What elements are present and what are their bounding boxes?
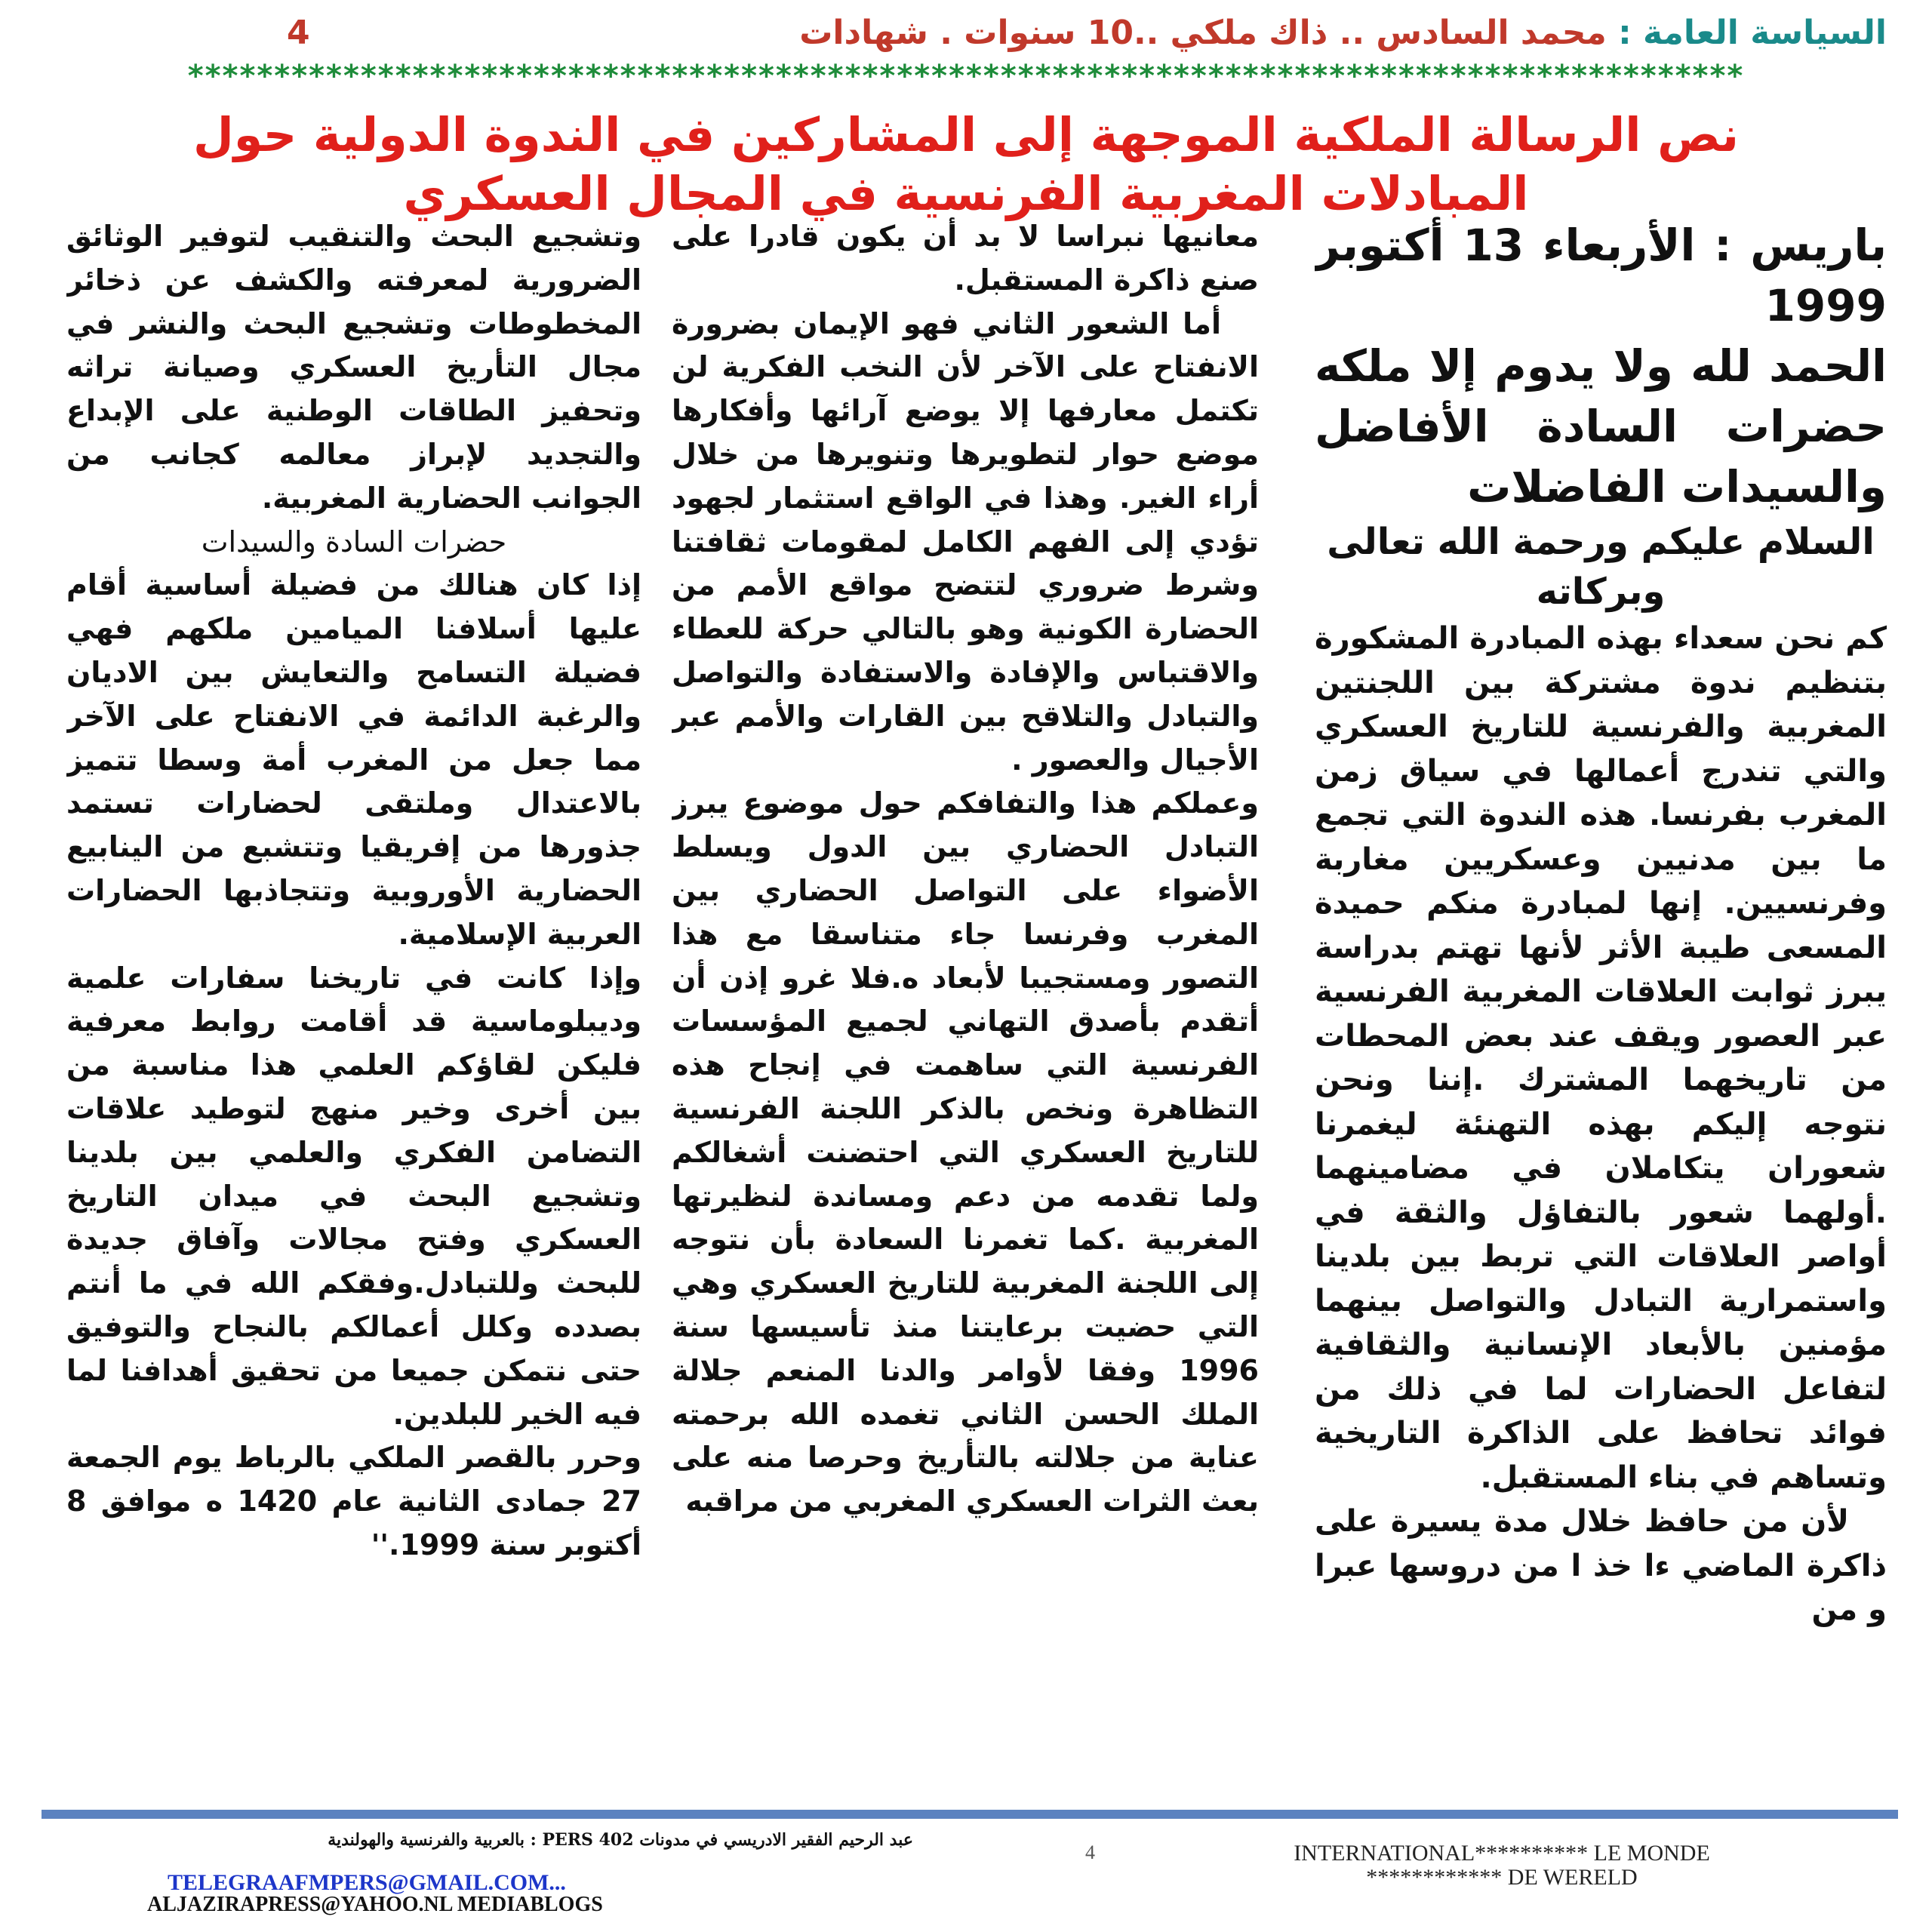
dateline: باريس : الأربعاء 13 أكتوبر 1999 — [1315, 220, 1887, 331]
footer-email-link[interactable]: TELEGRAAFMPERS@GMAIL.COM... — [168, 1870, 566, 1895]
paragraph: إذا كان هنالك من فضيلة أساسية أقام عليها أسلافنا الميامين ملكهم فهي فضيلة التسامح والتعايش بين الاديان والرغبة الدائمة في الانفتاح على الآخر مما جعل من المغرب أمة وسطا تتميز بالاعتدال وملتقى لحضارات تستمد جذورها من إفريقيا وتتشبع من الينابيع الحضارية الأوروبية وتتجاذبها الحضارات العربية الإسلامية. — [66, 568, 641, 951]
footer-email-blogs: ALJAZIRAPRESS@YAHOO.NL MEDIABLOGS — [147, 1893, 603, 1916]
paragraph: وحرر بالقصر الملكي بالرباط يوم الجمعة 27 جمادى الثانية عام 1420 ه موافق 8 أكتوبر سنة 1999.'' — [66, 1441, 641, 1561]
footer-rule — [42, 1810, 1898, 1819]
footer-author: عبد الرحيم الفقير الادريسي في مدونات PERS 402 : بالعربية والفرنسية والهولندية — [328, 1830, 913, 1850]
paragraph: كم نحن سعداء بهذه المبادرة المشكورة بتنظيم ندوة مشتركة بين اللجنتين المغربية والفرنسية للتاريخ العسكري والتي تندرج أعمالها في سياق زمن المغرب بفرنسا. هذه الندوة التي تجمع ما بين مدنيين وعسكريين مغاربة وفرنسيين. إنها لمبادرة منكم حميدة المسعى طيبة الأثر لأنها تهتم بدراسة يبرز ثوابت العلاقات المغربية الفرنسية عبر العصور ويقف عند بعض المحطات من تاريخهما المشترك .إننا ونحن نتوجه إليكم بهذه التهنئة ليغمرنا شعوران يتكاملان في مضامينهما .أولهما شعور بالتفاؤل والثقة في أواصر العلاقات التي تربط بين بلدينا واستمرارية التبادل والتواصل بينهما مؤمنين بالأبعاد الإنسانية والثقافية لتفاعل الحضارات لما في ذلك من فوائد تحافظ على الذاكرة التاريخية وتساهم في بناء المستقبل. — [1315, 621, 1887, 1495]
footer-page-number: 4 — [1085, 1841, 1095, 1863]
footer-publication-line-1: INTERNATIONAL********** LE MONDE — [1294, 1841, 1710, 1866]
headline-line-2: المبادلات المغربية الفرنسية في المجال العسكري — [403, 166, 1529, 221]
subheading: حضرات السادة والسيدات — [201, 525, 507, 558]
greeting: السلام عليكم ورحمة الله تعالى وبركاته — [1327, 521, 1875, 613]
column-middle — [672, 215, 1259, 1781]
footer-publication-line-2: ************ DE WERELD — [1366, 1865, 1638, 1890]
section-title-main: السياسة العامة : — [1606, 14, 1887, 52]
header-page-number: 4 — [287, 14, 310, 52]
headline — [121, 106, 1811, 223]
paragraph: معانيها نبراسا لا بد أن يكون قادرا على صنع ذاكرة المستقبل. — [672, 220, 1259, 297]
paragraph: لأن من حافظ خلال مدة يسيرة على ذاكرة الماضي ءا خذ ا من دروسها عبرا و من — [1315, 1504, 1887, 1627]
opening-salutation: الحمد لله ولا يدوم إلا ملكه حضرات السادة الأفاضل والسيدات الفاضلات — [1315, 340, 1887, 512]
column-right — [1315, 215, 1887, 1781]
paragraph: أما الشعور الثاني فهو الإيمان بضرورة الانفتاح على الآخر لأن النخب الفكرية لن تكتمل معارفها إلا يوضع آرائها وأفكارها موضع حوار لتطويرها وتنويرها من خلال أراء الغير. وهذا في الواقع استثمار لجهود تؤدي إلى الفهم الكامل لمقومات ثقافتنا وشرط ضروري لتتضح مواقع الأمم من الحضارة الكونية وهو بالتالي حركة للعطاء والاقتباس والإفادة والاستفادة والتواصل والتبادل والتلاقح بين القارات والأمم عبر الأجيال والعصور . — [672, 306, 1259, 777]
section-title — [799, 14, 1887, 52]
paragraph: وعملكم هذا والتفافكم حول موضوع يبرز التبادل الحضاري بين الدول ويسلط الأضواء على التواصل الحضاري بين المغرب وفرنسا جاء متناسقا مع هذا التصور ومستجيبا لأبعاد ه.فلا غرو إذن أن أتقدم بأصدق التهاني لجميع المؤسسات الفرنسية التي ساهمت في إنجاح هذه التظاهرة ونخص بالذكر اللجنة الفرنسية للتاريخ العسكري التي احتضنت أشغالكم ولما تقدمه من دعم ومساندة لنظيرتها المغربية .كما تغمرنا السعادة بأن نتوجه إلى اللجنة المغربية للتاريخ العسكري وهي التي حضيت برعايتنا منذ تأسيسها سنة 1996 وفقا لأوامر والدنا المنعم جلالة الملك الحسن الثاني تغمده الله برحمته عناية من جلالته بالتأريخ وحرصا منه على بعث الثرات العسكري المغربي من مراقبه — [672, 786, 1259, 1518]
footer-publication — [1200, 1841, 1804, 1890]
headline-line-1: نص الرسالة الملكية الموجهة إلى المشاركين في الندوة الدولية حول — [192, 107, 1740, 162]
page-header — [45, 14, 1887, 59]
paragraph: وتشجيع البحث والتنقيب لتوفير الوثائق الضرورية لمعرفته والكشف عن ذخائر المخطوطات وتشجيع البحث والنشر في مجال التأريخ العسكري وصيانة تراثه وتحفيز الطاقات الوطنية على الإبداع والتجديد لإبراز معالمه كجانب من الجوانب الحضارية المغربية. — [66, 220, 641, 515]
paragraph: وإذا كانت في تاريخنا سفارات علمية وديبلوماسية قد أقامت روابط معرفية فليكن لقاؤكم العلمي هذا مناسبة من بين أخرى وخير منهج لتوطيد علاقات التضامن الفكري والعلمي بين بلدينا وتشجيع البحث في ميدان التاريخ العسكري وفتح مجالات وآفاق جديدة للبحث وللتبادل.وفقكم الله في ما أنتم بصدده وكلل أعمالكم بالنجاح والتوفيق حتى نتمكن جميعا من تحقيق أهدافنا لما فيه الخير للبلدين. — [66, 961, 641, 1431]
section-title-rest: محمد السادس .. ذاك ملكي ..10 سنوات . شهادات — [799, 14, 1607, 52]
column-left — [66, 215, 641, 1781]
star-divider: ****************************************************************************************** — [187, 59, 1745, 89]
